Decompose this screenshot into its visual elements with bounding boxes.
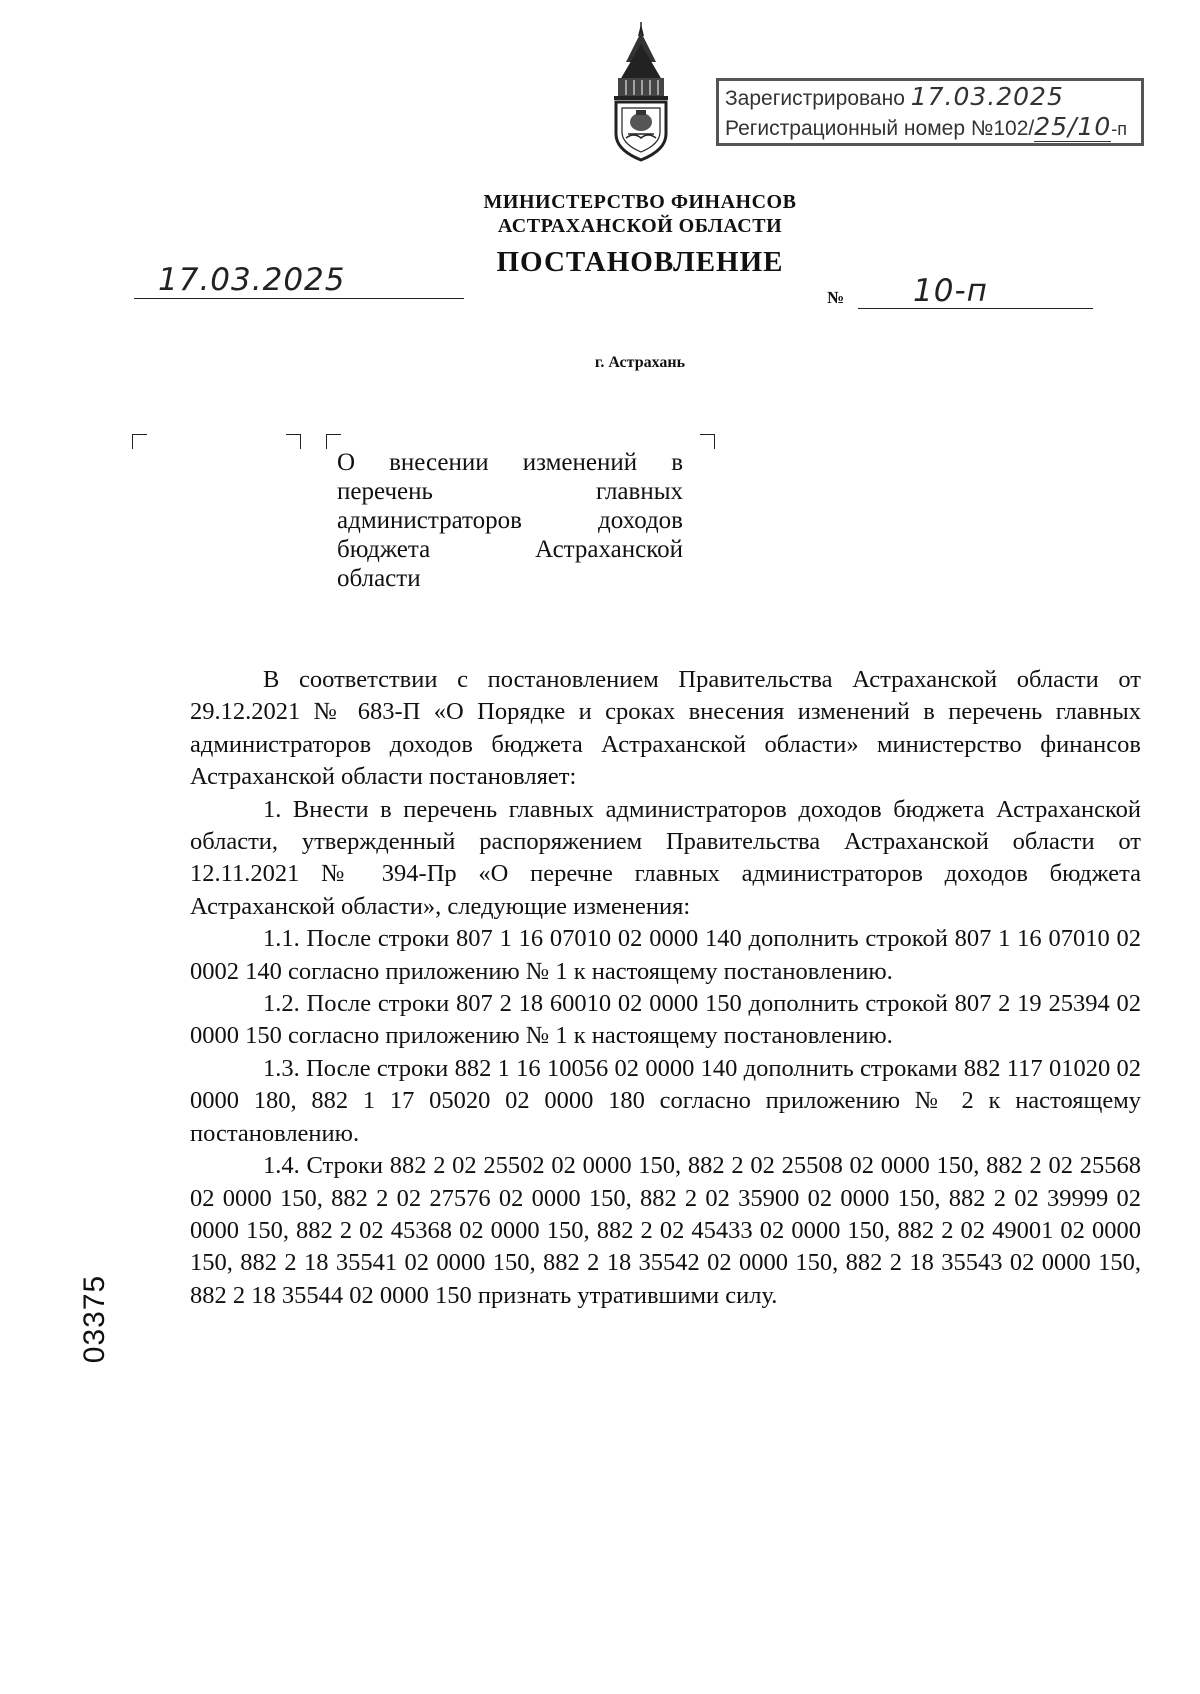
ministry-name: [440, 190, 840, 238]
document-date: 17.03.2025: [158, 262, 346, 298]
subject-line: бюджета Астраханской: [337, 536, 683, 563]
corner-mark-left-open: [132, 434, 147, 449]
subject-line: О внесении изменений в: [337, 449, 683, 476]
body-paragraph-1: 1. Внести в перечень главных администраторов доходов бюджета Астраханской области, утвержденный распоряжением Правительства Астраханской области от 12.11.2021 № 394-Пр «О перечне главных администраторов доходов бюджета Астраханской области», следующие изменения:: [190, 795, 1141, 920]
corner-mark-left-close: [286, 434, 301, 449]
document-subject: [337, 448, 683, 593]
city: г. Астрахань: [594, 354, 686, 371]
registration-stamp: [716, 78, 1144, 146]
document-number-field: [858, 273, 1093, 309]
margin-number-text: 03375: [78, 1274, 111, 1364]
document-date-field: [134, 262, 464, 299]
reg-number-label: Регистрационный номер №102/: [725, 117, 1035, 140]
document-body: [190, 664, 1141, 1312]
registration-date-row: [725, 83, 1135, 113]
corner-mark-right-close: [700, 434, 715, 449]
registration-number-row: [725, 113, 1135, 143]
body-paragraph-1-3: 1.3. После строки 882 1 16 10056 02 0000 140 дополнить строками 882 117 01020 02 0000 180, 882 1 17 05020 02 0000 180 согласно приложению № 2 к настоящему постановлению.: [190, 1054, 1141, 1147]
subject-line: области: [337, 565, 421, 592]
body-paragraph-preamble: В соответствии с постановлением Правительства Астраханской области от 29.12.2021 № 683-П «О Порядке и сроках внесения изменений в перечень главных администраторов доходов бюджета Астраханской области» министерство финансов Астраханской области постановляет:: [190, 666, 1141, 791]
body-paragraph-1-1: 1.1. После строки 807 1 16 07010 02 0000 140 дополнить строкой 807 1 16 07010 02 0002 140 согласно приложению № 1 к настоящему постановлению.: [190, 925, 1141, 985]
subject-line: администраторов доходов: [337, 507, 683, 534]
document-number: 10-п: [913, 273, 988, 309]
ministry-line-2: АСТРАХАНСКОЙ ОБЛАСТИ: [497, 215, 783, 237]
body-paragraph-1-4: 1.4. Строки 882 2 02 25502 02 0000 150, 882 2 02 25508 02 0000 150, 882 2 02 25568 02 0000 150, 882 2 02 27576 02 0000 150, 882 2 02 35900 02 0000 150, 882 2 02 39999 02 0000 150, 882 2 02 45368 02 0000 150, 882 2 02 45433 02 0000 150, 882 2 02 49001 02 0000 150, 882 2 18 35541 02 0000 150, 882 2 18 35542 02 0000 150, 882 2 18 35543 02 0000 150, 882 2 18 35544 02 0000 150 признать утратившими силу.: [190, 1152, 1141, 1309]
margin-number: [70, 1252, 120, 1382]
ministry-line-1: МИНИСТЕРСТВО ФИНАНСОВ: [483, 191, 797, 213]
subject-line: перечень главных: [337, 478, 683, 505]
reg-number-suffix: -п: [1111, 119, 1128, 139]
coat-of-arms-icon: [608, 22, 674, 167]
document-type: ПОСТАНОВЛЕНИЕ: [496, 246, 784, 278]
number-sign: №: [827, 288, 845, 307]
corner-mark-right-open: [326, 434, 341, 449]
body-paragraph-1-2: 1.2. После строки 807 2 18 60010 02 0000 150 дополнить строкой 807 2 19 25394 02 0000 150 согласно приложению № 1 к настоящему постановлению.: [190, 990, 1141, 1050]
registered-date: 17.03.2025: [910, 82, 1064, 111]
registered-label: Зарегистрировано: [725, 87, 905, 110]
reg-number-value: 25/10: [1034, 112, 1112, 141]
